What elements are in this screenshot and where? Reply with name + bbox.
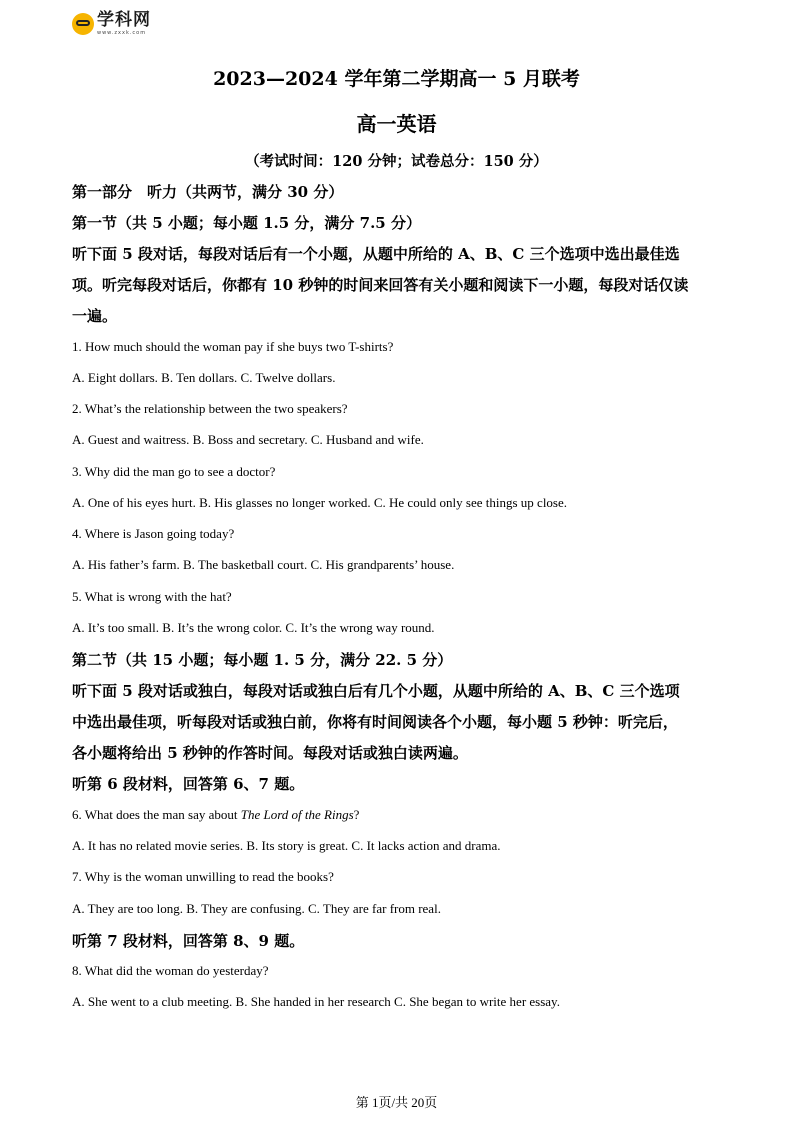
section2-instruction-line: 听下面 5 段对话或独白，每段对话或独白后有几个小题，从题中所给的 A、B、C 三个选项 (72, 682, 680, 700)
logo (72, 12, 151, 36)
book-title: The Lord of the Rings (240, 807, 354, 822)
question-1-options: A. Eight dollars. B. Ten dollars. C. Twelve dollars. (72, 370, 336, 385)
logo-url: www.zxxk.com (97, 30, 147, 36)
question-6-suffix: ? (353, 807, 360, 822)
section1-instruction-line: 听下面 5 段对话，每段对话后有一个小题，从题中所给的 A、B、C 三个选项中选出最佳选 (72, 245, 680, 263)
page-number: 第 1页/共 20页 (355, 1095, 438, 1110)
section1-heading: 第一节（共 5 小题；每小题 1.5 分，满分 7.5 分） (72, 214, 421, 232)
question-1: 1. How much should the woman pay if she buys two T-shirts? (72, 339, 394, 354)
section1-instruction-line: 项。听完每段对话后，你都有 10 秒钟的时间来回答有关小题和阅读下一小题，每段对话仅读 (72, 276, 689, 294)
logo-name: 学科网 (97, 10, 151, 30)
question-4: 4. Where is Jason going today? (72, 526, 235, 541)
question-5-options: A. It’s too small. B. It’s the wrong color. C. It’s the wrong way round. (72, 620, 435, 635)
question-2: 2. What’s the relationship between the two speakers? (72, 401, 348, 416)
question-6-prefix: 6. What does the man say about (72, 807, 241, 822)
question-7: 7. Why is the woman unwilling to read the books? (72, 869, 334, 884)
section1-instruction-line: 一遍。 (72, 307, 118, 325)
section2-instruction-line: 中选出最佳项，听每段对话或独白前，你将有时间阅读各个小题，每小题 5 秒钟：听完后， (72, 713, 678, 731)
question-4-options: A. His father’s farm. B. The basketball court. C. His grandparents’ house. (72, 557, 455, 572)
question-6-options: A. It has no related movie series. B. Its story is great. C. It lacks action and drama. (72, 838, 501, 853)
question-3-options: A. One of his eyes hurt. B. His glasses no longer worked. C. He could only see things up close. (72, 495, 568, 510)
material-6-heading: 听第 6 段材料，回答第 6、7 题。 (72, 775, 305, 793)
logo-icon (72, 13, 94, 35)
question-2-options: A. Guest and waitress. B. Boss and secretary. C. Husband and wife. (72, 432, 424, 447)
material-7-heading: 听第 7 段材料，回答第 8、9 题。 (72, 932, 305, 950)
exam-title: 2023—2024 学年第二学期高一 5 月联考 (213, 68, 580, 90)
section2-heading: 第二节（共 15 小题；每小题 1. 5 分，满分 22. 5 分） (72, 651, 453, 669)
section2-instruction-line: 各小题将给出 5 秒钟的作答时间。每段对话或独白读两遍。 (72, 744, 468, 762)
part1-heading: 第一部分 听力（共两节，满分 30 分） (72, 183, 344, 201)
question-5: 5. What is wrong with the hat? (72, 589, 232, 604)
question-3: 3. Why did the man go to see a doctor? (72, 464, 276, 479)
question-8: 8. What did the woman do yesterday? (72, 963, 269, 978)
subject-title: 高一英语 (356, 112, 437, 136)
exam-info: （考试时间：120 分钟；试卷总分：150 分） (245, 153, 548, 170)
question-7-options: A. They are too long. B. They are confusing. C. They are far from real. (72, 901, 441, 916)
question-8-options: A. She went to a club meeting. B. She handed in her research C. She began to write her essay. (72, 994, 560, 1009)
question-6 (72, 807, 359, 823)
